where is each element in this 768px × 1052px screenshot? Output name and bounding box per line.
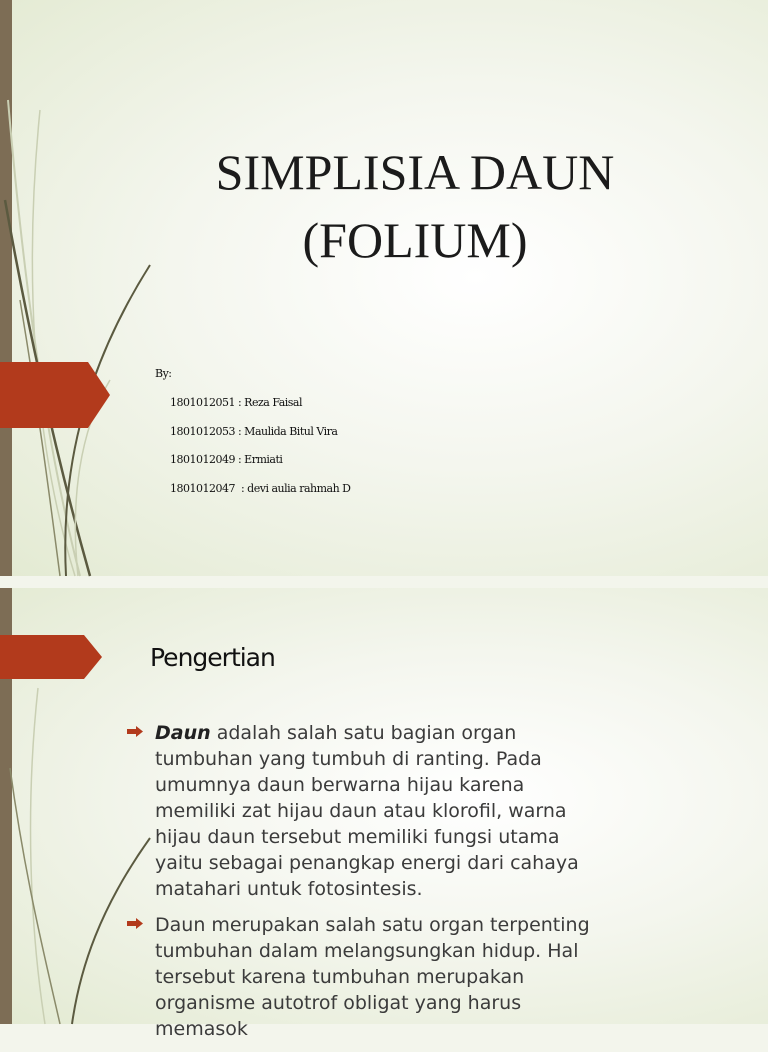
title-line-1: SIMPLISIA DAUN (215, 144, 615, 200)
definition-slide (0, 588, 768, 1040)
by-label: By: (155, 367, 172, 380)
slide-tab-shape (0, 635, 102, 679)
bullet-list (127, 720, 607, 1052)
bullet-item (127, 912, 607, 1042)
bullet-lead-term: Daun (155, 722, 211, 744)
slide-heading: Pengertian (150, 643, 275, 672)
slide-tab-shape (0, 362, 110, 428)
grass-stems-decoration (0, 0, 160, 576)
bullet-text: adalah salah satu bagian organ tumbuhan yang tumbuh di ranting. Pada umumnya daun berwarna hijau karena memiliki zat hijau daun atau klorofil, warna hijau daun tersebut memiliki fungsi utama yaitu sebagai penangkap energi dari cahaya matahari untuk fotosintesis. (155, 722, 579, 900)
title-line-2: (FOLIUM) (302, 212, 528, 268)
bullet-text: Daun merupakan salah satu organ terpenting tumbuhan dalam melangsungkan hidup. Hal tersebut karena tumbuhan merupakan organisme autotrof obligat yang harus memasok (155, 914, 590, 1040)
author-line: 1801012051 : Reza Faisal (170, 396, 303, 409)
bullet-item (127, 720, 607, 902)
author-line: 1801012053 : Maulida Bitul Vira (170, 425, 338, 438)
author-line: 1801012047 : devi aulia rahmah D (170, 482, 351, 495)
author-line: 1801012049 : Ermiati (170, 453, 283, 466)
arrow-right-icon (127, 918, 143, 929)
slide-title (150, 138, 680, 274)
arrow-right-icon (127, 726, 143, 737)
